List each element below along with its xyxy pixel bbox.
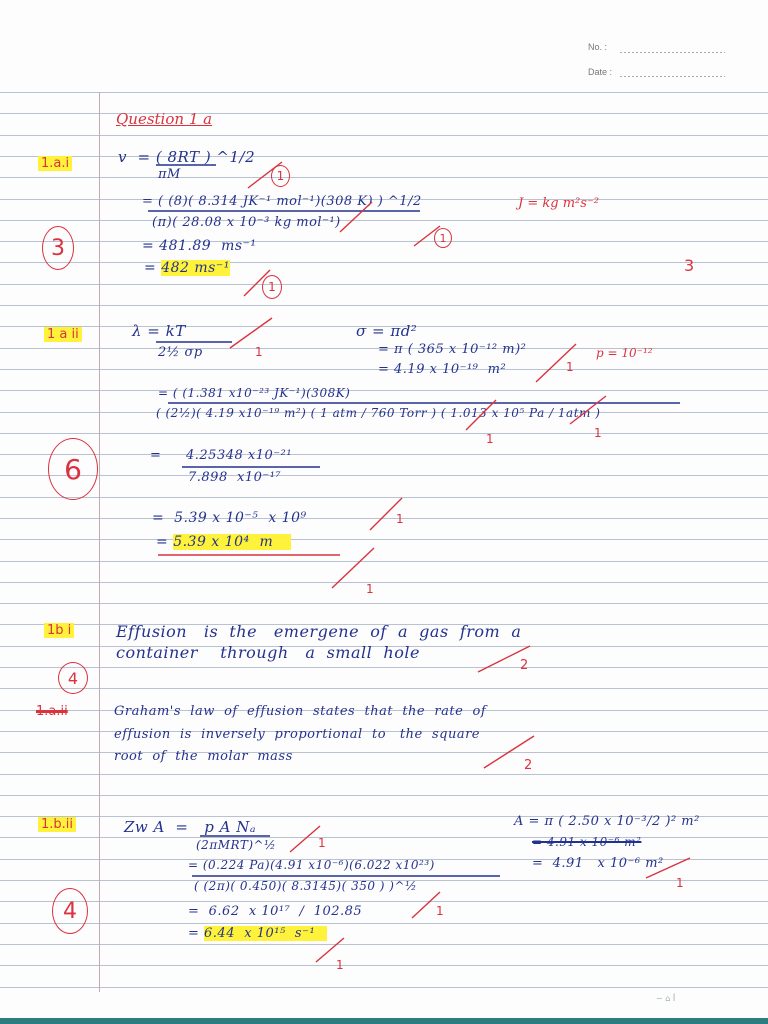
mark-value: 1 (436, 904, 444, 918)
q1ai-line2: = ( (8)( 8.314 JK⁻¹ mol⁻¹)(308 K) ) ^1/2 (142, 194, 422, 209)
tick-mark (244, 270, 270, 296)
tick-mark (332, 548, 374, 588)
tick-mark (290, 826, 320, 852)
q1bii-za: Zw A = p A Nₐ (124, 818, 256, 836)
mark-value: 1 (676, 876, 684, 890)
mark-value: 1 (594, 426, 602, 440)
q1bii-za-den: (2πMRT)^½ (196, 838, 277, 852)
tick-mark (570, 396, 606, 424)
q1bii-answer: 6.44 x 10¹⁵ s⁻¹ (204, 926, 327, 941)
mark-value: 1 (336, 958, 344, 972)
page-footer-bar (0, 1018, 768, 1024)
label-1bi: 1b i (44, 623, 74, 638)
mark-value: 1 (268, 280, 276, 294)
q1b-graham-line2: effusion is inversely proportional to the square (114, 727, 480, 742)
mark-value: 1 (486, 432, 494, 446)
score-1ai: 3 (51, 235, 65, 261)
score-right-margin: 3 (684, 256, 695, 275)
mark-value: 2 (520, 658, 529, 673)
tick-mark (412, 892, 440, 918)
label-struck: 1.a.ii (36, 704, 68, 719)
q1aii-sub-den: ( (2½)( 4.19 x10⁻¹⁹ m²) ( 1 atm / 760 Torr ) ( 1.013 x 10⁵ Pa / 1atm ) (156, 406, 601, 420)
mark-value: 1 (255, 345, 263, 359)
q1bi-line2: container through a small hole (116, 643, 420, 662)
q1aii-sigma: σ = πd² (356, 322, 418, 340)
q1aii-sub-num: = ( (1.381 x10⁻²³ JK⁻¹)(308K) (158, 386, 351, 400)
mark-value: 1 (318, 836, 326, 850)
tick-mark (536, 344, 576, 382)
q1bii-area1: A = π ( 2.50 x 10⁻³/2 )² m² (514, 814, 700, 829)
score-1aii: 6 (64, 452, 82, 486)
q1bii-line3: = 6.62 x 10¹⁷ / 102.85 (188, 904, 363, 919)
q1bi-line1: Effusion is the emergene of a gas from a (116, 622, 522, 641)
q1ai-answer: 482 ms⁻¹ (161, 260, 230, 276)
q1aii-sigma3: = 4.19 x 10⁻¹⁹ m² (378, 362, 507, 377)
footer-logo: ~ ⌂ ꟾ (656, 994, 676, 1003)
q1aii-frac-num: 4.25348 x10⁻²¹ (186, 448, 293, 463)
q1aii-lambda-den: 2½ σp (158, 345, 203, 360)
label-1aii: 1 a ii (44, 327, 82, 342)
tick-mark (316, 938, 344, 962)
q1aii-line6-prefix: = 5.39 x 10⁴ m (156, 534, 291, 550)
date-label: Date : (588, 67, 613, 77)
q1bii-sub-num: = (0.224 Pa)(4.91 x10⁻⁶)(6.022 x10²³) (188, 858, 435, 872)
q1aii-frac-den: 7.898 x10⁻¹⁷ (188, 470, 282, 485)
q1b-graham-line3: root of the molar mass (114, 749, 293, 764)
q1bii-sub-den: ( (2π)( 0.450)( 8.3145)( 350 ) )^½ (194, 879, 418, 893)
mark-value: 1 (439, 231, 447, 245)
q1aii-line5: = 5.39 x 10⁻⁵ x 10⁹ (152, 510, 307, 526)
mark-value: 1 (366, 582, 374, 596)
mark-value: 1 (396, 512, 404, 526)
tick-mark (230, 318, 272, 348)
q1b-graham-line1: Graham's law of effusion states that the rate of (114, 704, 487, 719)
tick-mark (248, 162, 282, 188)
tick-mark (478, 646, 530, 672)
q1aii-lambda: λ = kT (132, 322, 186, 340)
tick-mark (466, 400, 496, 430)
q1bii-line4-prefix: = 6.44 x 10¹⁵ s⁻¹ (188, 926, 327, 941)
question-title: Question 1 a (116, 110, 213, 128)
q1aii-answer: 5.39 x 10⁴ m (173, 534, 291, 550)
score-1bi: 4 (67, 668, 79, 688)
q1bii-area3: = 4.91 x 10⁻⁶ m² (532, 856, 664, 871)
tick-mark (646, 858, 690, 878)
q1aii-eq: = (150, 448, 162, 463)
q1aii-p-note: p = 10⁻¹² (596, 346, 653, 360)
q1ai-line4-prefix: = 482 ms⁻¹ (144, 260, 230, 276)
q1ai-line1b: πM (158, 167, 181, 182)
tick-mark (484, 736, 534, 768)
label-1ai: 1.a.i (38, 156, 72, 171)
q1bii-area2-struck: = 4.91 x 10⁻⁶ m² (532, 835, 642, 849)
q1aii-sigma2: = π ( 365 x 10⁻¹² m)² (378, 342, 527, 357)
q1ai-side-note: J = kg m²s⁻² (518, 196, 599, 211)
tick-mark (370, 498, 402, 530)
mark-value: 1 (566, 360, 574, 374)
tick-mark (340, 202, 372, 232)
mark-value: 1 (276, 169, 285, 183)
score-1bii: 4 (63, 898, 77, 924)
q1ai-line2b: (π)( 28.08 x 10⁻³ kg mol⁻¹) (152, 215, 341, 230)
no-label: No. : (588, 42, 608, 52)
q1ai-line1: v = ( 8RT ) ^1/2 (118, 148, 256, 166)
label-1bii: 1.b.ii (38, 817, 76, 832)
tick-mark (414, 226, 440, 246)
q1ai-line3: = 481.89 ms⁻¹ (142, 238, 257, 254)
mark-value: 2 (524, 758, 533, 773)
